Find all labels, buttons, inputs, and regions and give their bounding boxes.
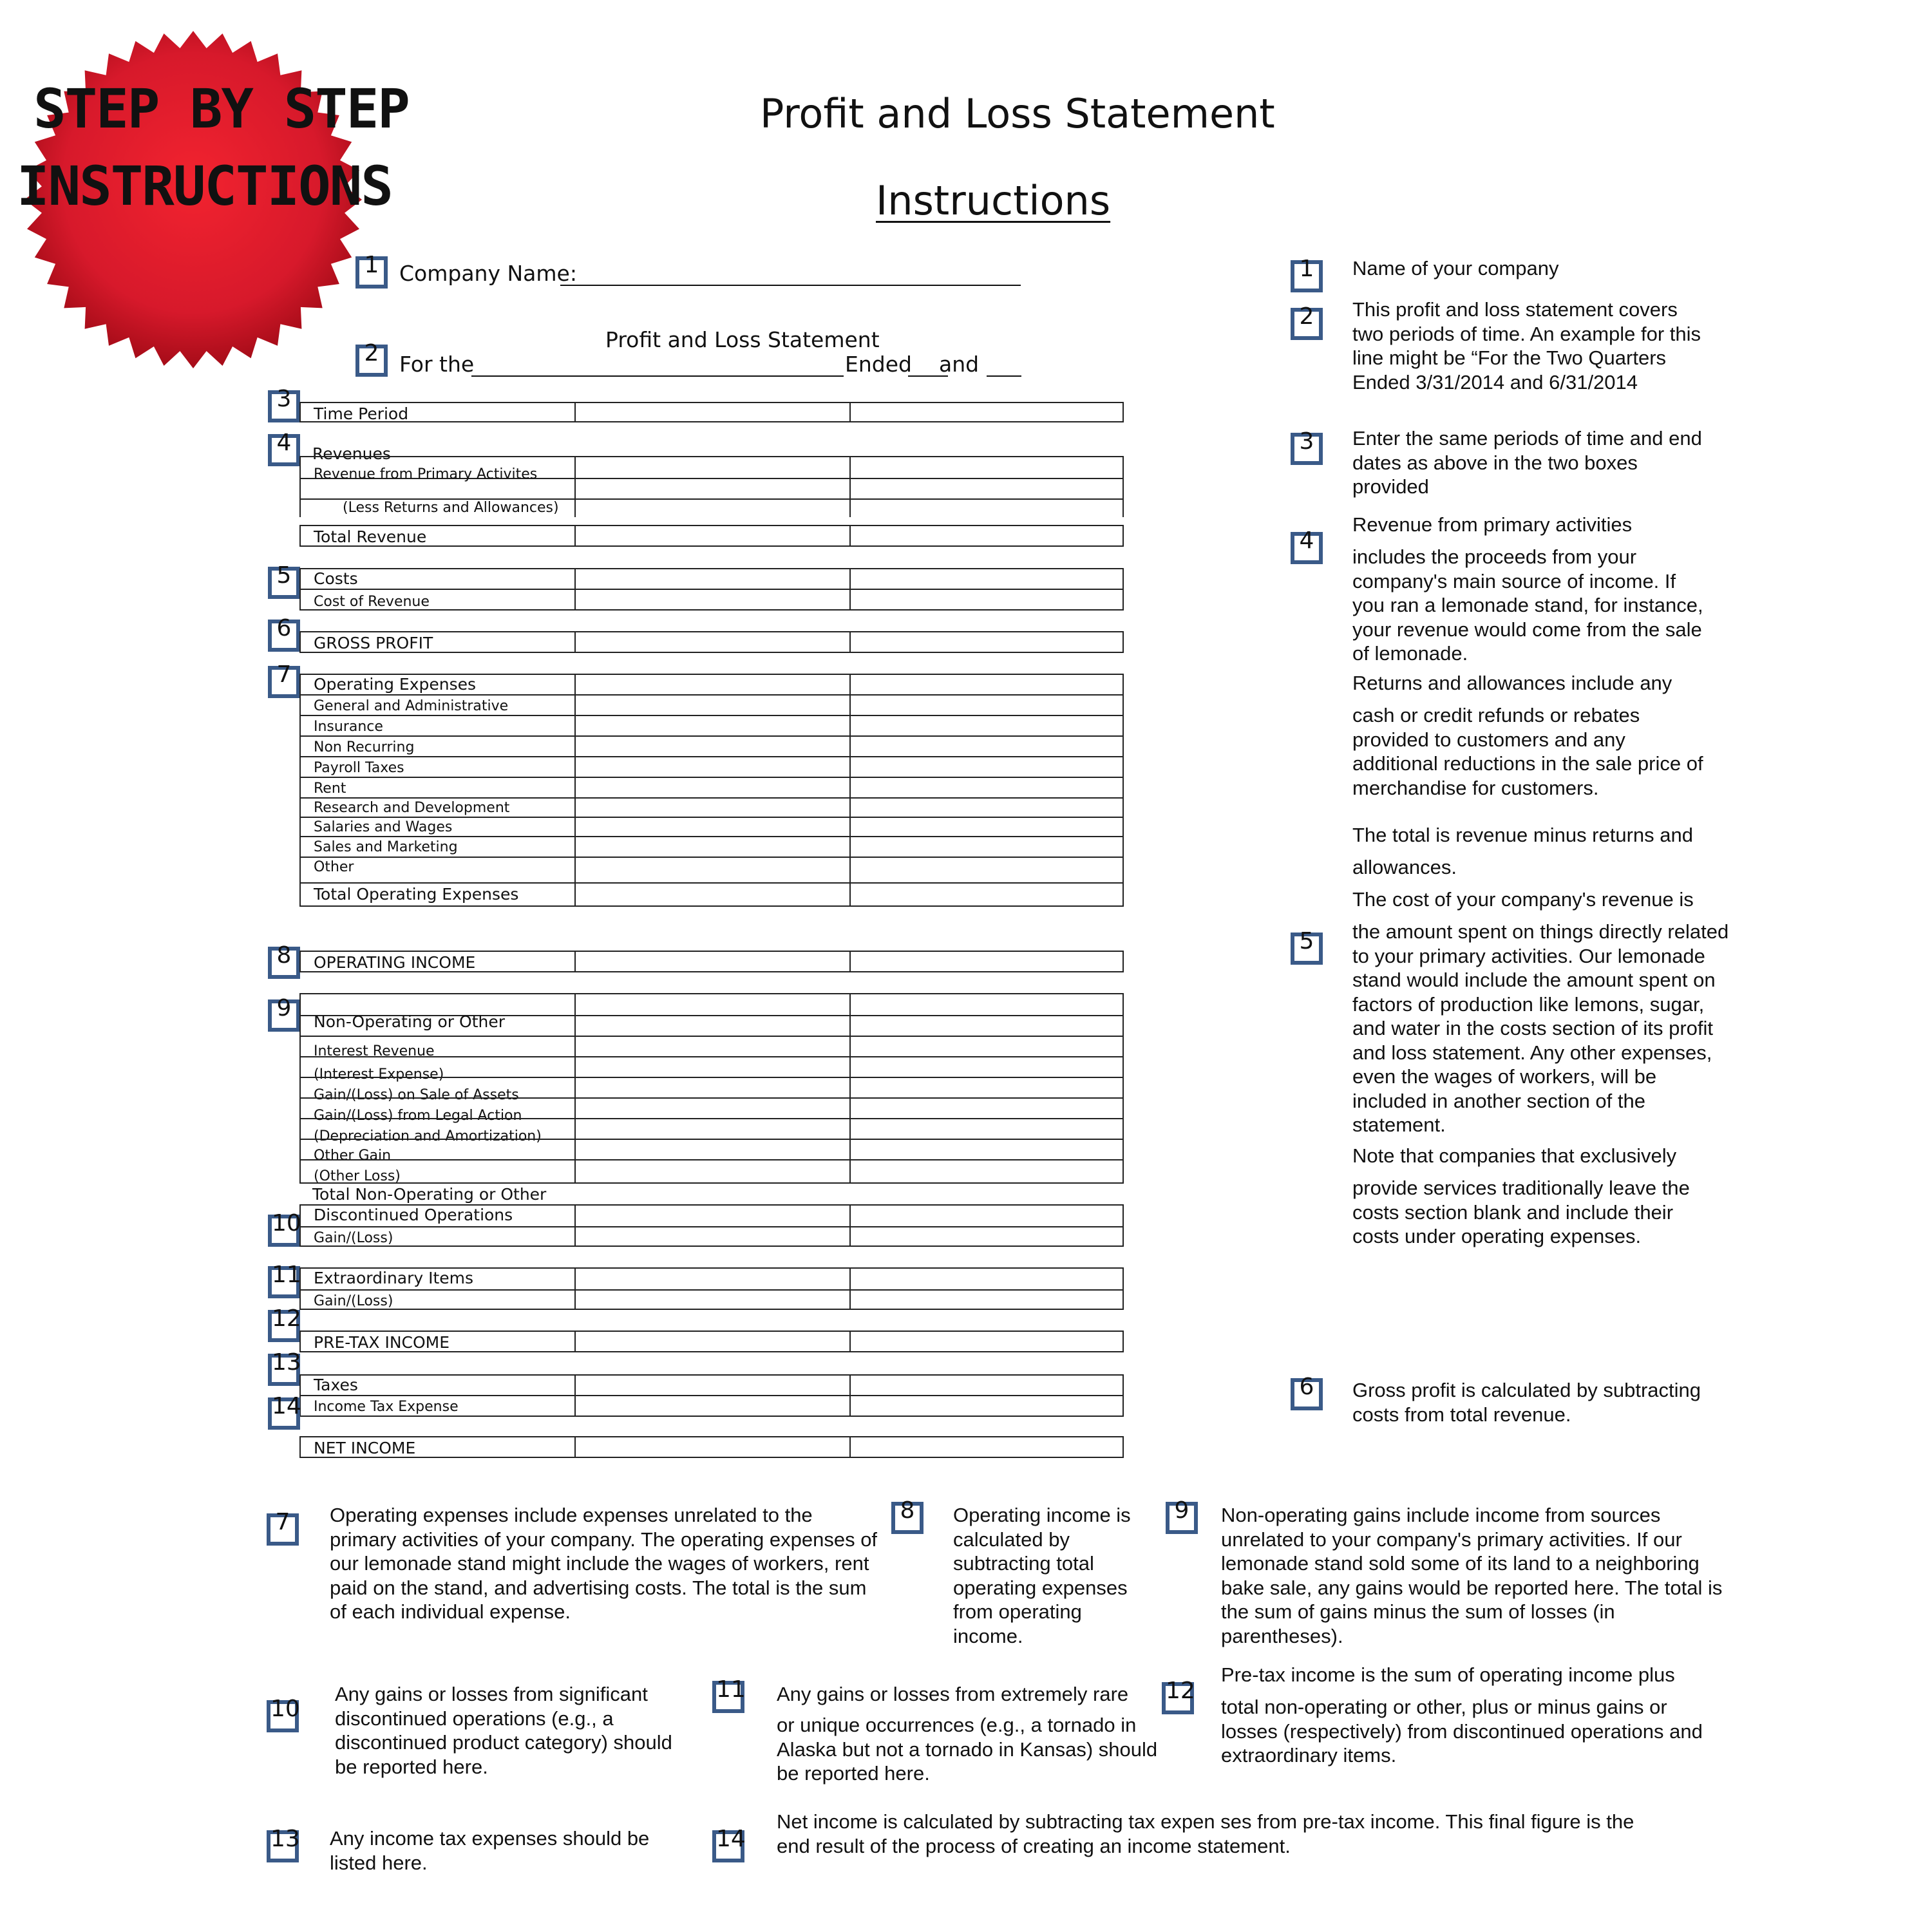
note-5a: The cost of your company's revenue is bbox=[1352, 888, 1694, 911]
step-marker-11: 11 bbox=[268, 1266, 300, 1298]
note-marker-8: 8 bbox=[891, 1502, 923, 1534]
note-12a: Pre-tax income is the sum of operating income plus bbox=[1221, 1663, 1675, 1686]
row-label: Total Operating Expenses bbox=[314, 885, 519, 904]
note-7: Operating expenses include expenses unrelated to the primary activities of your company. The operating expenses of our lemonade stand might include the wages of workers, rent paid on the stand, and advertising costs. The total is the sum of each individual expense. bbox=[330, 1504, 878, 1623]
row-label: Interest Revenue bbox=[314, 1043, 435, 1059]
step-marker-13: 13 bbox=[268, 1354, 300, 1386]
row-label: (Other Loss) bbox=[314, 1168, 401, 1184]
note-marker-9: 9 bbox=[1166, 1502, 1198, 1534]
step-marker-8: 8 bbox=[268, 947, 300, 979]
period-line[interactable] bbox=[471, 375, 844, 377]
note-8: Operating income is calculated by subtracting total operating expenses from operating income. bbox=[953, 1504, 1131, 1647]
step-marker-4: 4 bbox=[268, 434, 300, 466]
step-marker-12: 12 bbox=[268, 1310, 300, 1342]
taxes-block[interactable] bbox=[299, 1374, 1124, 1417]
end-date-line-2[interactable] bbox=[987, 375, 1021, 377]
note-marker-4: 4 bbox=[1291, 532, 1323, 564]
table-row-total-revenue[interactable] bbox=[299, 525, 1124, 547]
row-label: OPERATING INCOME bbox=[314, 953, 476, 972]
note-5d: provide services traditionally leave the costs section blank and include their costs under operating expenses. bbox=[1352, 1177, 1690, 1247]
note-5c: Note that companies that exclusively bbox=[1352, 1144, 1677, 1167]
table-row-operating-income[interactable] bbox=[299, 951, 1124, 972]
row-label: PRE-TAX INCOME bbox=[314, 1333, 450, 1352]
total-non-operating-label: Total Non-Operating or Other bbox=[312, 1185, 547, 1204]
instructions-heading: Instructions bbox=[876, 177, 1111, 224]
note-marker-5: 5 bbox=[1291, 933, 1323, 965]
row-label: Discontinued Operations bbox=[314, 1206, 513, 1224]
row-label: Sales and Marketing bbox=[314, 839, 458, 855]
row-label: (Less Returns and Allowances) bbox=[343, 500, 559, 516]
for-the-label: For the bbox=[399, 352, 475, 377]
note-14: Net income is calculated by subtracting tax expen ses from pre-tax income. This final figure is the end result of the process of creating an income statement. bbox=[777, 1810, 1634, 1857]
row-label: (Depreciation and Amortization) bbox=[314, 1128, 542, 1144]
extraordinary-block[interactable] bbox=[299, 1267, 1124, 1310]
company-name-line[interactable] bbox=[560, 285, 1021, 286]
note-marker-6: 6 bbox=[1291, 1378, 1323, 1410]
revenues-heading: Revenues bbox=[312, 444, 391, 463]
and-label: and bbox=[939, 352, 980, 377]
row-label: (Interest Expense) bbox=[314, 1066, 444, 1083]
step-marker-10: 10 bbox=[268, 1215, 300, 1247]
note-9: Non-operating gains include income from sources unrelated to your company's primary activities. If our lemonade stand sold some of its land to a neighboring bake sale, any gains would be reported here. The total is the sum of gains minus the sum of losses (in parentheses). bbox=[1221, 1504, 1723, 1647]
row-label: GROSS PROFIT bbox=[314, 634, 433, 652]
ended-label: Ended bbox=[845, 352, 912, 377]
step-marker-7: 7 bbox=[268, 666, 300, 698]
row-label: Other Gain bbox=[314, 1148, 392, 1164]
note-marker-3: 3 bbox=[1291, 433, 1323, 465]
note-4d: cash or credit refunds or rebates provided to customers and any additional reductions in the sale price of merchandise for customers. bbox=[1352, 704, 1703, 799]
costs-block[interactable] bbox=[299, 568, 1124, 611]
company-name-label: Company Name: bbox=[399, 261, 577, 286]
table-row-pretax-income[interactable] bbox=[299, 1331, 1124, 1352]
note-6: Gross profit is calculated by subtracting costs from total revenue. bbox=[1352, 1379, 1701, 1426]
statement-subtitle: Profit and Loss Statement bbox=[605, 327, 880, 352]
step-marker-6: 6 bbox=[268, 620, 300, 652]
note-marker-7: 7 bbox=[267, 1513, 299, 1546]
row-label: Non Recurring bbox=[314, 739, 415, 755]
note-4e: The total is revenue minus returns and bbox=[1352, 824, 1693, 846]
note-2: This profit and loss statement covers two periods of time. An example for this line might be “For the Two Quarters Ended 3/31/2014 and 6/31/2014 bbox=[1352, 298, 1701, 393]
note-11b: or unique occurrences (e.g., a tornado in Alaska but not a tornado in Kansas) should be reported here. bbox=[777, 1714, 1158, 1785]
note-4f: allowances. bbox=[1352, 856, 1457, 878]
note-10: Any gains or losses from significant discontinued operations (e.g., a discontinued product category) should be reported here. bbox=[335, 1683, 672, 1778]
step-marker-14: 14 bbox=[268, 1397, 300, 1430]
note-marker-2: 2 bbox=[1291, 308, 1323, 340]
note-3: Enter the same periods of time and end dates as above in the two boxes provided bbox=[1352, 427, 1702, 498]
badge-line-2: INSTRUCTIONS bbox=[17, 155, 392, 218]
step-marker-5: 5 bbox=[268, 567, 300, 599]
row-label: NET INCOME bbox=[314, 1439, 416, 1457]
row-label: Non-Operating or Other bbox=[314, 1012, 505, 1031]
row-label: Income Tax Expense bbox=[314, 1399, 459, 1415]
row-label: Salaries and Wages bbox=[314, 819, 453, 835]
table-row-gross-profit[interactable] bbox=[299, 631, 1124, 653]
step-marker-2: 2 bbox=[355, 345, 388, 377]
row-label: Costs bbox=[314, 569, 358, 588]
row-label: Time Period bbox=[314, 404, 409, 423]
step-marker-9: 9 bbox=[268, 999, 300, 1032]
row-label: Gain/(Loss) from Legal Action bbox=[314, 1108, 522, 1124]
revenue-block[interactable] bbox=[299, 456, 1124, 517]
discontinued-block[interactable] bbox=[299, 1204, 1124, 1247]
row-label: Total Revenue bbox=[314, 527, 427, 546]
note-11a: Any gains or losses from extremely rare bbox=[777, 1683, 1129, 1705]
page-title: Profit and Loss Statement bbox=[760, 90, 1275, 137]
step-marker-3: 3 bbox=[268, 390, 300, 422]
row-label: Rent bbox=[314, 781, 346, 797]
row-label: Operating Expenses bbox=[314, 675, 477, 694]
row-label: Gain/(Loss) bbox=[314, 1230, 393, 1246]
row-label: Extraordinary Items bbox=[314, 1269, 474, 1287]
note-4c: Returns and allowances include any bbox=[1352, 672, 1672, 694]
note-marker-1: 1 bbox=[1291, 260, 1323, 292]
note-marker-11: 11 bbox=[712, 1681, 744, 1713]
table-row-time-period[interactable] bbox=[299, 402, 1124, 422]
badge-line-1: STEP BY STEP bbox=[33, 77, 409, 140]
row-label: Insurance bbox=[314, 719, 383, 735]
note-13: Any income tax expenses should be listed here. bbox=[330, 1827, 650, 1874]
row-label: General and Administrative bbox=[314, 698, 509, 714]
note-1: Name of your company bbox=[1352, 257, 1559, 279]
note-4a: Revenue from primary activities bbox=[1352, 513, 1633, 536]
note-marker-14: 14 bbox=[712, 1830, 744, 1862]
note-marker-12: 12 bbox=[1162, 1682, 1194, 1714]
note-4b: includes the proceeds from your company's main source of income. If you ran a lemonade stand, for instance, your revenue would come from the sale of lemonade. bbox=[1352, 545, 1703, 665]
row-label: Research and Development bbox=[314, 800, 510, 816]
note-marker-10: 10 bbox=[267, 1700, 299, 1732]
table-row-net-income[interactable] bbox=[299, 1436, 1124, 1458]
operating-expenses-block[interactable] bbox=[299, 674, 1124, 907]
row-label: Gain/(Loss) on Sale of Assets bbox=[314, 1087, 519, 1103]
step-marker-1: 1 bbox=[355, 256, 388, 289]
row-label: Payroll Taxes bbox=[314, 760, 404, 776]
row-label: Revenue from Primary Activites bbox=[314, 466, 538, 482]
note-5b: the amount spent on things directly related to your primary activities. Our lemonade stand would include the amount spent on factors of production like lemons, sugar, and water in the costs section of its profit and loss statement. Any other expenses, even the wages of workers, will be included in another section of the statement. bbox=[1352, 920, 1729, 1136]
note-12b: total non-operating or other, plus or minus gains or losses (respectively) from discontinued operations and extraordinary items. bbox=[1221, 1696, 1703, 1766]
row-label: Taxes bbox=[314, 1376, 358, 1394]
non-operating-block[interactable] bbox=[299, 993, 1124, 1184]
note-marker-13: 13 bbox=[267, 1830, 299, 1862]
row-label: Gain/(Loss) bbox=[314, 1293, 393, 1309]
row-label: Cost of Revenue bbox=[314, 594, 430, 610]
row-label: Other bbox=[314, 859, 354, 875]
